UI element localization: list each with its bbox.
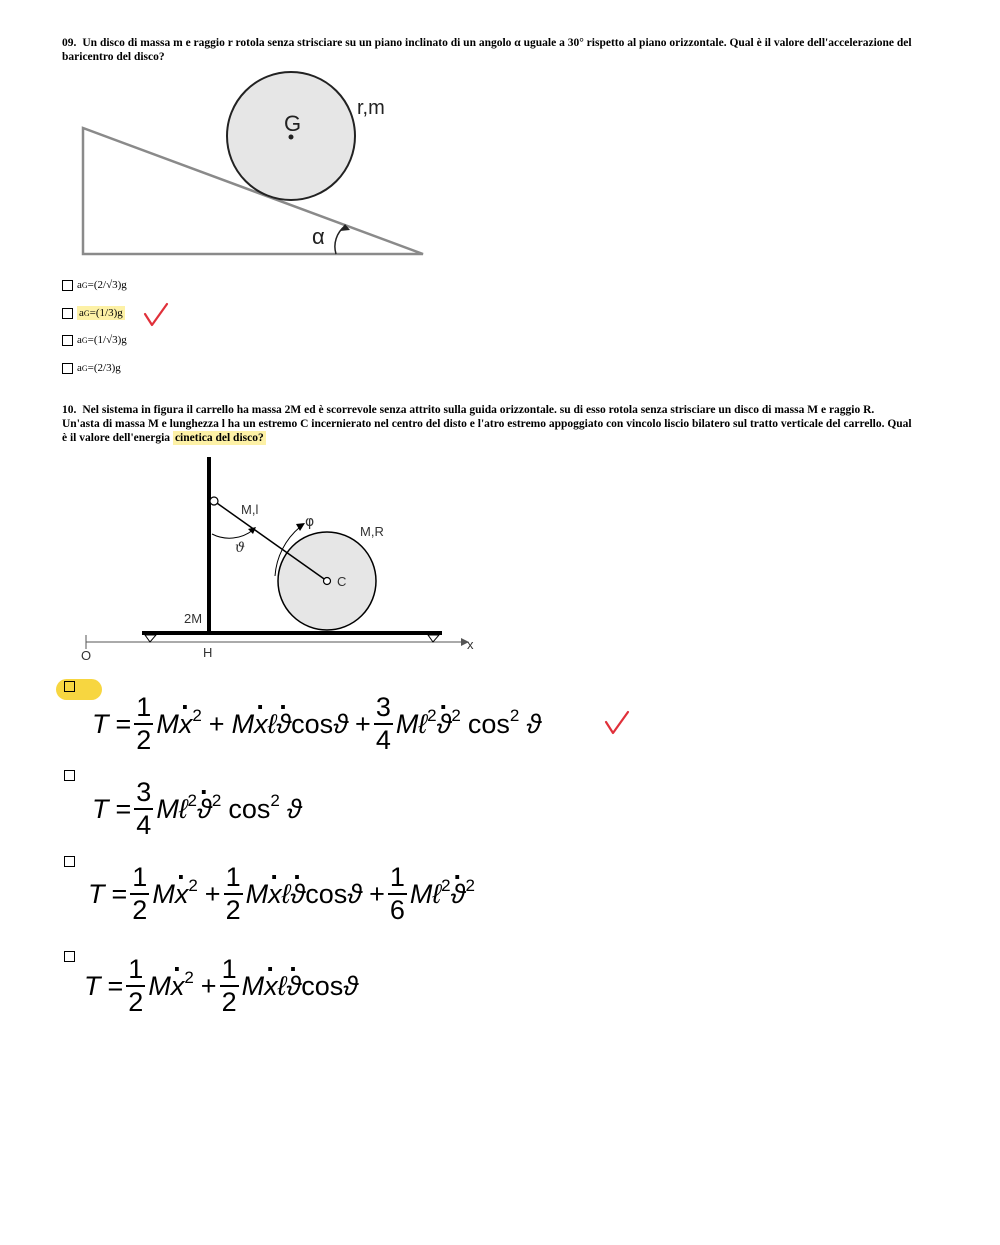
q10-option-2-checkbox[interactable] <box>64 770 75 781</box>
question-9-text <box>62 36 922 64</box>
question-10-text <box>62 403 912 445</box>
option-label: aG=(2/3)g <box>77 362 121 374</box>
theta-arc <box>212 530 253 538</box>
centre-hinge <box>324 578 331 585</box>
angle-label: α <box>312 224 325 249</box>
q10-option-4-checkbox[interactable] <box>64 951 75 962</box>
checkbox[interactable] <box>62 280 73 291</box>
right-support <box>428 635 439 642</box>
q10-option-1-checkbox[interactable] <box>64 681 75 692</box>
question-10-highlight: cinetica del disco? <box>174 432 264 444</box>
q10-option-3-checkbox[interactable] <box>64 856 75 867</box>
option-label: aG=(1/√3)g <box>77 334 127 346</box>
correct-check-icon <box>143 302 169 328</box>
q9-option-4[interactable] <box>62 360 121 376</box>
question-9-body: Un disco di massa m e raggio r rotola senza strisciare su un piano inclinato di un angolo α uguale a 30° rispetto al piano orizzontale. Qual è il valore dell'accelerazione del baricentro del disco? <box>62 37 912 63</box>
q10-option-2-formula[interactable]: T = $\frac{3}{4}$ M ℓ $^2$ · ϑ $^2$ cos $^2$ ϑ <box>92 775 302 843</box>
checkbox[interactable] <box>62 335 73 346</box>
axis-label-x: x <box>467 637 474 652</box>
correct-check-icon <box>604 710 630 736</box>
checkbox[interactable] <box>62 308 73 319</box>
q9-option-1[interactable] <box>62 277 127 293</box>
disc-mass-radius-label: r,m <box>357 97 385 119</box>
incline-figure <box>70 66 430 271</box>
q10-option-1-formula[interactable]: T = $\frac{1}{2}$ M · x $^2$ + M · x ℓ · ϑ cos ϑ + $\frac{3}{4}$ M ℓ $^2$ · ϑ $^2$ cos $^2$ ϑ <box>92 690 541 758</box>
question-10-number: 10. <box>62 404 77 416</box>
q10-option-4-formula[interactable]: T = $\frac{1}{2}$ M · x $^2$ + $\frac{1}{2}$ M · x ℓ · ϑ cos ϑ <box>84 952 358 1020</box>
q10-option-3-formula[interactable]: T = $\frac{1}{2}$ M · x $^2$ + $\frac{1}{2}$ M · x ℓ · ϑ cos ϑ + $\frac{1}{6}$ M ℓ $^2$ · ϑ $^2$ <box>88 860 475 928</box>
left-support <box>145 635 156 642</box>
q9-option-2[interactable] <box>62 305 125 321</box>
rod-end-hinge <box>210 497 218 505</box>
question-10-body: Nel sistema in figura il carrello ha massa 2M ed è scorrevole senza attrito sulla guida orizzontale. su di esso rotola senza strisciare un disco di massa M e raggio R. Un'asta di massa M e lunghezza l ha un estremo C incernierato nel centro del disto e l'atro estremo appoggiato con vincolo liscio bilatero sul tratto verticale del carrello. Qual è il valore dell'energia <box>62 404 912 444</box>
phi-label: φ <box>305 514 315 530</box>
q9-option-3[interactable] <box>62 332 127 348</box>
cart-figure <box>70 452 490 672</box>
option-label-highlighted: aG=(1/3)g <box>79 307 123 319</box>
cart-mass-label: 2M <box>184 611 203 626</box>
h-label: H <box>203 645 213 660</box>
disc-centre-label: G <box>284 111 302 136</box>
centre-label: C <box>337 574 347 589</box>
disc-label: M,R <box>360 524 384 539</box>
option-label: aG=(2/√3)g <box>77 279 127 291</box>
question-9-number: 09. <box>62 37 77 49</box>
rod-label: M,l <box>241 502 259 517</box>
origin-label: O <box>81 648 92 663</box>
checkbox[interactable] <box>62 363 73 374</box>
theta-label: ϑ <box>235 540 246 556</box>
